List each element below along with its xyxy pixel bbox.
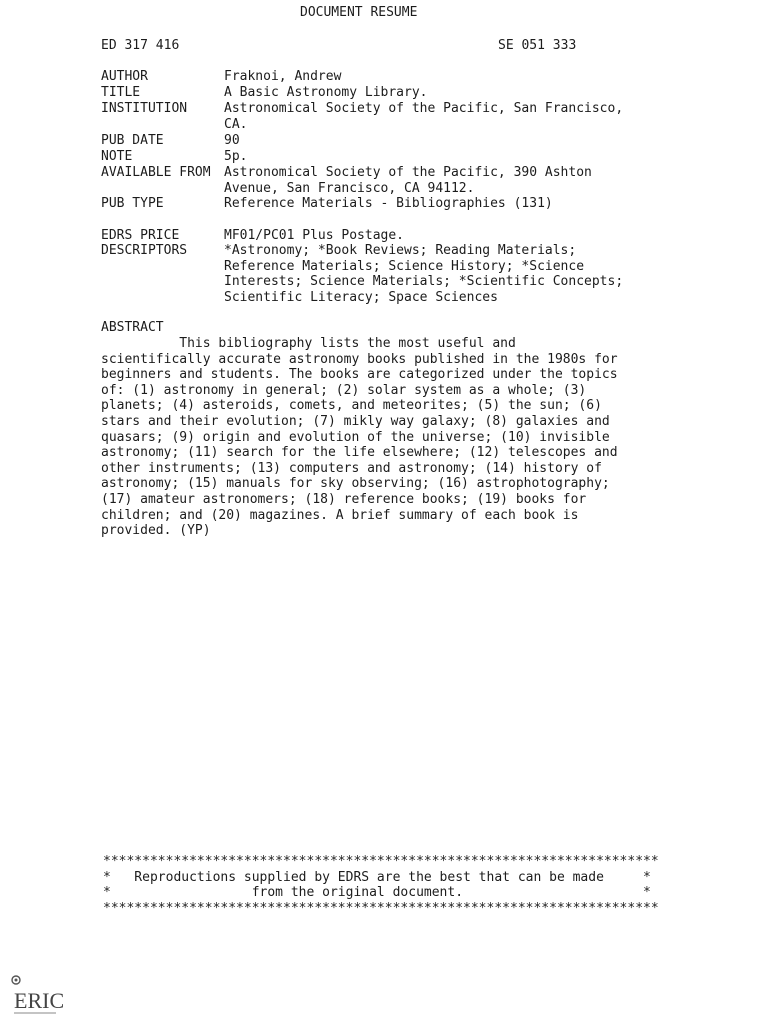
note-value: 5p. — [224, 149, 248, 164]
logo-text: ERIC — [14, 988, 64, 1013]
document-title: DOCUMENT RESUME — [300, 5, 418, 20]
notice-line-1: * Reproductions supplied by EDRS are the best that can be made * — [103, 869, 651, 885]
abstract-label: ABSTRACT — [101, 320, 164, 335]
se-number: SE 051 333 — [498, 38, 577, 53]
descriptors-value: *Astronomy; *Book Reviews; Reading Materials; Reference Materials; Science History; *Science Interests; Science Materials; *Scientific Concepts; Scientific Literacy; Space Sciences — [224, 243, 624, 305]
edrs-price-value: MF01/PC01 Plus Postage. — [224, 228, 405, 243]
reproduction-notice — [103, 854, 659, 916]
note-label: NOTE — [101, 149, 133, 164]
pub-date-value: 90 — [224, 133, 240, 148]
available-from-label: AVAILABLE FROM — [101, 165, 211, 180]
available-from-value: Astronomical Society of the Pacific, 390 Ashton Avenue, San Francisco, CA 94112. — [224, 165, 592, 196]
institution-label: INSTITUTION — [101, 101, 188, 116]
title-value: A Basic Astronomy Library. — [224, 85, 428, 100]
abstract-text: This bibliography lists the most useful and scientifically accurate astronomy books published in the 1980s for beginners and students. The books are categorized under the topics of: (1) astronomy in general; (2) solar system as a whole; (3) planets; (4) asteroids, comets, and meteorites; (5) the sun; (6) stars and their evolution; (7) mikly way galaxy; (8) galaxies and quasars; (9) origin and evolution of the universe; (10) invisible astronomy; (11) search for the life elsewhere; (12) telescopes and other instruments; (13) computers and astronomy; (14) history of astronomy; (15) manuals for sky observing; (16) astrophotography; (17) amateur astronomers; (18) reference books; (19) books for children; and (20) magazines. A brief summary of each book is provided. (YP) — [101, 336, 618, 539]
author-value: Fraknoi, Andrew — [224, 69, 342, 84]
edrs-price-label: EDRS PRICE — [101, 228, 180, 243]
institution-value: Astronomical Society of the Pacific, San Francisco, CA. — [224, 101, 624, 132]
pub-date-label: PUB DATE — [101, 133, 164, 148]
title-label: TITLE — [101, 85, 141, 100]
ed-number: ED 317 416 — [101, 38, 180, 53]
pub-type-label: PUB TYPE — [101, 196, 164, 211]
notice-border-top: *********************************************************************** — [103, 854, 659, 869]
descriptors-label: DESCRIPTORS — [101, 243, 188, 258]
notice-line-2: * from the original document. * — [103, 885, 651, 901]
author-label: AUTHOR — [101, 69, 148, 84]
logo-seal-dot — [15, 979, 18, 982]
eric-logo — [6, 974, 64, 1018]
notice-border-bottom: *********************************************************************** — [103, 900, 659, 916]
pub-type-value: Reference Materials - Bibliographies (131) — [224, 196, 553, 211]
